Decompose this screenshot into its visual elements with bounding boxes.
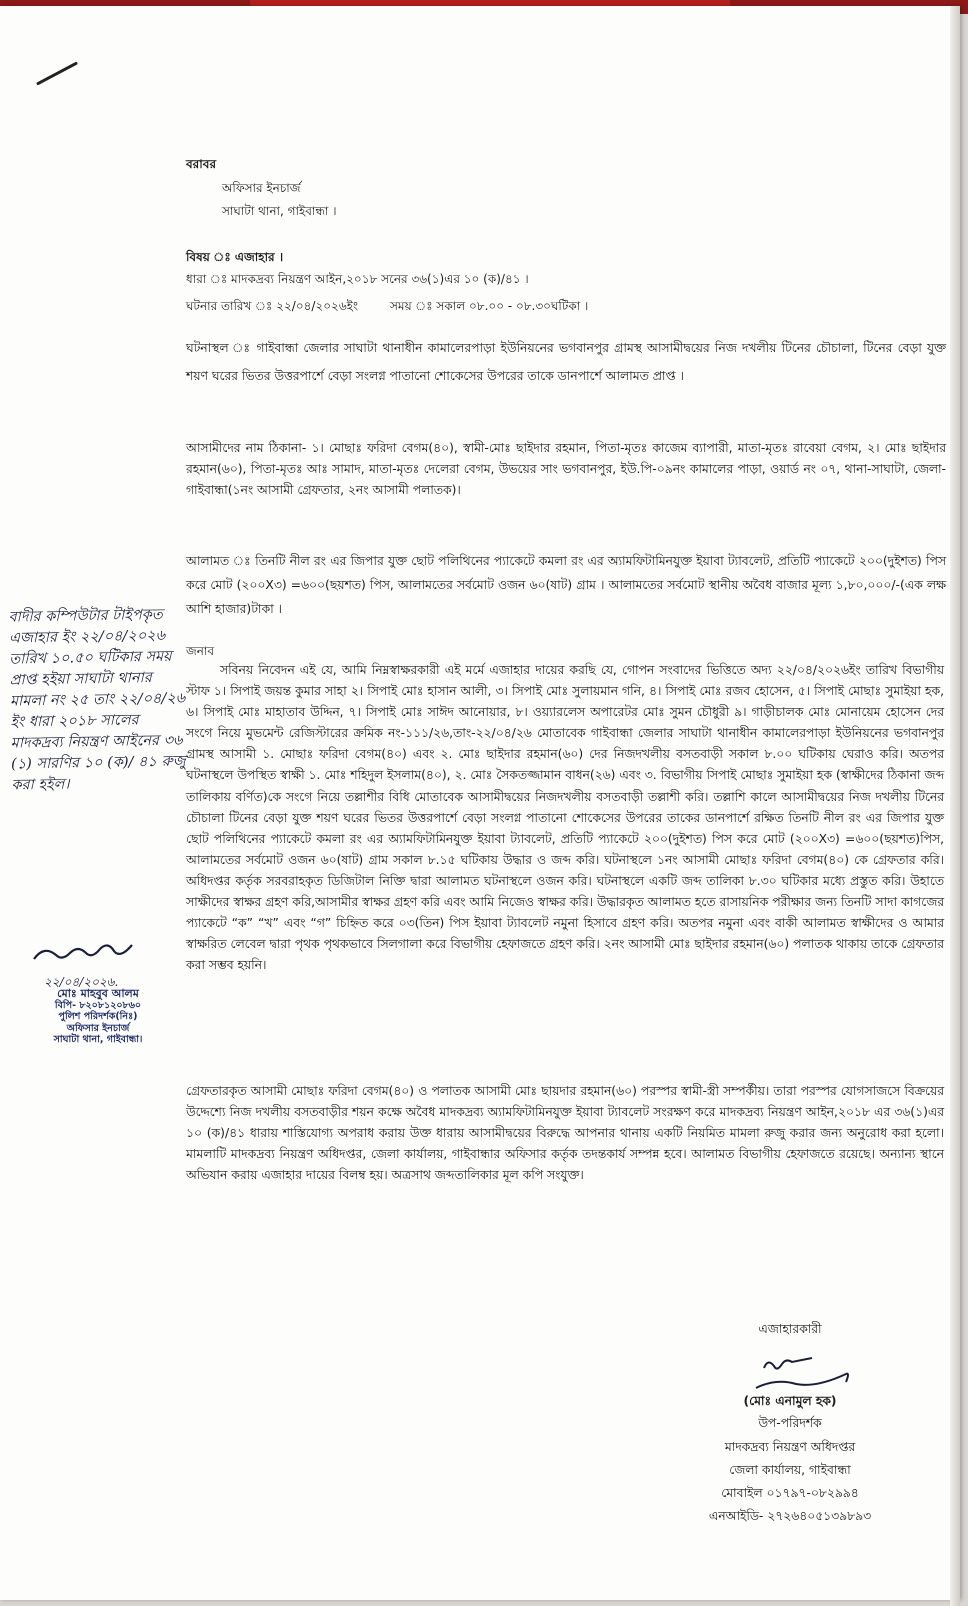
signer-name: (মোঃ এনামুল হক) xyxy=(743,1394,837,1408)
addressee-station: সাঘাটা থানা, গাইবান্ধা । xyxy=(222,204,337,218)
subject-line: বিষয় ঃ এজাহার । xyxy=(186,250,284,264)
addressee-officer: অফিসার ইনচার্জ xyxy=(222,181,301,195)
incident-date: ঘটনার তারিখ ঃ ২২/০৪/২০২৬ইং xyxy=(186,299,359,313)
page-edge-shadow xyxy=(950,6,960,1606)
officer-signature xyxy=(30,941,150,971)
incident-place-paragraph: ঘটনাস্থল ঃ গাইবান্ধা জেলার সাঘাটা থানাধীন কামালেরপাড়া ইউনিয়নের ভগবানপুর গ্রামস্থ আসামীদ্বয়ের নিজ দখলীয় টিনের চৌচালা, টিনের বেড়া যুক্ত শয়ণ ঘরের ভিতর উত্তরপার্শে বেড়া সংলগ্ন পাতানো শোকেসের উপরের তাকে ডানপার্শে আলামত প্রাপ্ত । xyxy=(186,341,946,383)
stamp-rank: পুলিশ পরিদর্শক(নিঃ) xyxy=(58,1011,138,1022)
signer-department: মাদকদ্রব্য নিয়ন্ত্রণ অধিদপ্তর xyxy=(724,1440,856,1454)
accused-details-paragraph: আসামীদের নাম ঠিকানা- ১। মোছাঃ ফরিদা বেগম(৪০), স্বামী-মোঃ ছাইদার রহমান, পিতা-মৃতঃ কাজেম ব্যাপারী, মাতা-মৃতঃ রাবেয়া বেগম, ২। মোঃ ছাইদার রহমান(৬০), পিতা-মৃতঃ আঃ সামাদ, মাতা-মৃতঃ দেলেরা বেগম, উভয়ের সাং ভগবানপুর, ইউ.পি-০৯নং কামালের পাড়া, ওয়ার্ড নং ০৭, থানা-সাঘাটা, জেলা-গাইবান্ধা(১নং আসামী গ্রেফতার, ২নং আসামী পলাতক)। xyxy=(186,441,946,497)
incident-time: সময় ঃ সকাল ০৮.০০ - ০৮.৩০ঘটিকা । xyxy=(390,299,589,313)
evidence-paragraph: আলামত ঃ তিনটি নীল রং এর জিপার যুক্ত ছোট পলিথিনের প্যাকেটে কমলা রং এর অ্যামফিটামিনযুক্ত ইয়াবা ট্যাবলেট, প্রতিটি প্যাকেটে ২০০(দুইশত) পিস করে মোট (২০০X৩) =৬০০(ছয়শত) পিস, আলামতের সর্বমোট ওজন ৬০(ষাট) গ্রাম । আলামতের সর্বমোট স্থানীয় অবৈধ বাজার মূল্য ১,৮০,০০০/-(এক লক্ষ আশি হাজার)টাকা । xyxy=(186,554,946,616)
stamp-name: মোঃ মাহবুব আলম xyxy=(57,987,139,1000)
body-paragraph-2: গ্রেফতারকৃত আসামী মোছাঃ ফরিদা বেগম(৪০) ও পলাতক আসামী মোঃ ছায়দার রহমান(৬০) পরস্পর স্বামী-স্ত্রী সম্পর্কীয়। তারা পরস্পর যোগসাজসে বিক্রয়ের উদ্দেশ্যে নিজ দখলীয় বসতবাড়ীর শয়ন কক্ষে অবৈধ মাদকদ্রব্য অ্যামফিটামিনযুক্ত ইয়াবা ট্যাবলেট সংরক্ষণ করে মাদকদ্রব্য নিয়ন্ত্রণ আইন,২০১৮ এর ৩৬(১)এর ১০ (ক)/৪১ ধারায় শাস্তিযোগ্য অপরাধ করায় উক্ত ধারায় আসামীদ্বয়ের বিরুদ্ধে আপনার থানায় একটি নিয়মিত মামলা রুজু করার জন্য অনুরোধ করা হলো। মামলাটি মাদকদ্রব্য নিয়ন্ত্রণ অধিদপ্তর, জেলা কার্যালয়, গাইবান্ধার অফিসার কর্তৃক তদন্তকার্য সম্পন্ন হবে। আলামত বিভাগীয় হেফাজতে রয়েছে। অন্যান্য স্থানে অভিযান করায় এজাহার দায়ের বিলম্ব হয়। অত্রসাথ জব্দতালিকার মূল কপি সংযুক্ত। xyxy=(186,1084,944,1183)
law-section-line: ধারা ঃ মাদকদ্রব্য নিয়ন্ত্রণ আইন,২০১৮ সনের ৩৬(১)এর ১০ (ক)/৪১ । xyxy=(186,272,529,286)
signer-office: জেলা কার্যালয়, গাইবান্ধা xyxy=(729,1463,851,1477)
pen-tick-mark xyxy=(36,61,78,85)
document-page xyxy=(0,6,960,1600)
stamp-role: অফিসার ইনচার্জ xyxy=(66,1022,130,1034)
body-paragraph-1-text: সবিনয় নিবেদন এই যে, আমি নিম্নস্বাক্ষরকারী এই মর্মে এজাহার দায়ের করছি যে, গোপন সংবাদের ভিত্তিতে অদ্য ২২/০৪/২০২৬ইং তারিখ বিভাগীয় স্টাফ ১। সিপাই জয়ন্ত কুমার সাহা ২। সিপাই মোঃ হাসান আলী, ৩। সিপাই মোঃ সুলায়মান গনি, ৪। সিপাই মোঃ রজব হোসেন, ৫। সিপাই মোছাঃ সুমাইয়া হক, ৬। সিপাই মোঃ মাহাতাব উদ্দিন, ৭। সিপাই মোঃ সাঈদ আনোয়ার, ৮। ওয়্যারলেস অপারেটর মোঃ সুমন চৌধুরী ৯। গাড়ীচালক মোঃ মোনায়েম হোসেন দের সংগে নিয়ে মুভমেন্ট রেজিস্টারের ক্রমিক নং-১১১/২৬,তাং-২২/০৪/২৬ মোতাবেক গাইবান্ধা জেলার সাঘাটা থানাধীন কামালেরপাড়া ইউনিয়নের ভগবানপুর গ্রামস্থ আসামী ১. মোছাঃ ফরিদা বেগম(৪০) এবং ২. মোঃ ছাইদার রহমান(৬০) দের নিজদখলীয় বসতবাড়ী সকাল ৮.০০ ঘটিকায় ঘেরাও করি। অতপর ঘটনাস্থলে উপস্থিত স্বাক্ষী ১. মোঃ শহিদুল ইসলাম(৪০), ২. মোঃ সৈকতজ্জামান বাধন(২৬) এবং ৩. বিভাগীয় সিপাই মোছাঃ সুমাইয়া হক (স্বাক্ষীদের ঠিকানা জব্দ তালিকায় বর্ণিত)কে সংগে নিয়ে তল্লাশীর বিধি মোতাবেক আসামীদ্বয়ের নিজদখলীয় বসতবাড়ী তল্লাশী করি। তল্লাশি কালে আসামীদ্বয়ের নিজ দখলীয় টিনের চৌচালা টিনের বেড়া যুক্ত শয়ণ ঘরের ভিতর উত্তরপার্শে বেড়া সংলগ্ন পাতানো শোকেসের উপরের তাকের ডানপার্শে রক্ষিত তিনটি নীল রং এর জিপার যুক্ত ছোট পলিথিনের প্যাকেটে কমলা রং এর অ্যামফিটামিনযুক্ত ইয়াবা ট্যাবলেট, প্রতিটি প্যাকেটে ২০০(দুইশত) পিস করে মোট (২০০X৩) =৬০০(ছয়শত)পিস, আলামতের সর্বমোট ওজন ৬০(ষাট) গ্রাম সকাল ৮.১৫ ঘটিকায় উদ্ধার ও জব্দ করি। ঘটনাস্থলে ১নং আসামী মোছাঃ ফরিদা বেগম(৪০) কে গ্রেফতার করি। অধিদপ্তর কর্তৃক সরবরাহকৃত ডিজিটাল নিক্তি দ্বারা আলামত ঘটনাস্থলে ওজন করি। ঘটনাস্থলে একটি জব্দ তালিকা ৮.৩০ ঘটিকার মধ্যে প্রস্তুত করি। উহাতে সাক্ষীদের স্বাক্ষর গ্রহণ করি,আসামীর স্বাক্ষর গ্রহণ করি এবং আমি নিজেও স্বাক্ষর করি। উদ্ধারকৃত আলামত হতে রাসায়নিক পরীক্ষার জন্য তিনটি সাদা কাগজের প্যাকেটে “ক” “খ” এবং “গ” চিহ্নিত করে ০৩(তিন) পিস ইয়াবা ট্যাবলেট নমুনা হিসাবে গ্রহণ করি। অতপর নমুনা এবং বাকী আলামত স্বাক্ষীদের ও আমার স্বাক্ষরিত লেবেল দ্বারা পৃথক পৃথকভাবে সিলগালা করে বিভাগীয় হেফাজতে গ্রহণ করি। ২নং আসামী মোঃ ছাইদার রহমান(৬০) পলাতক থাকায় তাকে গ্রেফতার করা সম্ভব হয়নি। xyxy=(186,663,944,973)
signer-designation: উপ-পরিদর্শক xyxy=(758,1416,822,1430)
body-paragraph-1 xyxy=(186,660,944,976)
addressee-label: বরাবর xyxy=(186,157,217,171)
signer-nid: এনআইডি- ২৭২৬৪০৫১৩৯৮৯৩ xyxy=(708,1509,872,1523)
complainant-label: এজাহারকারী xyxy=(758,1322,822,1336)
handwritten-margin-note: বাদীর কম্পিউটার টাইপকৃত এজাহার ইং ২২/০৪/২০২৬ তারিখ ১০.৫০ ঘটিকার সময় প্রাপ্ত হইয়া সাঘাটা থানার মামলা নং ২৫ তাং ২২/০৪/২৬ ইং ধারা ২০১৮ সালের মাদকদ্রব্য নিয়ন্ত্রণ আইনের ৩৬ (১) সারণির ১০ (ক)/ ৪১ রুজু করা হইল। xyxy=(8,606,186,794)
officer-signature-date: ২২/০৪/২০২৬. xyxy=(44,975,119,989)
officer-stamp xyxy=(8,988,188,1046)
stamp-station: সাঘাটা থানা, গাইবান্ধা। xyxy=(53,1034,143,1045)
salutation: জনাব xyxy=(186,644,215,658)
stamp-id: বিপি- ৮২০৮১২০৮৬০ xyxy=(54,999,142,1011)
signer-mobile: মোবাইল ০১৭৯৭-০৮২৯৯৪ xyxy=(721,1486,859,1500)
